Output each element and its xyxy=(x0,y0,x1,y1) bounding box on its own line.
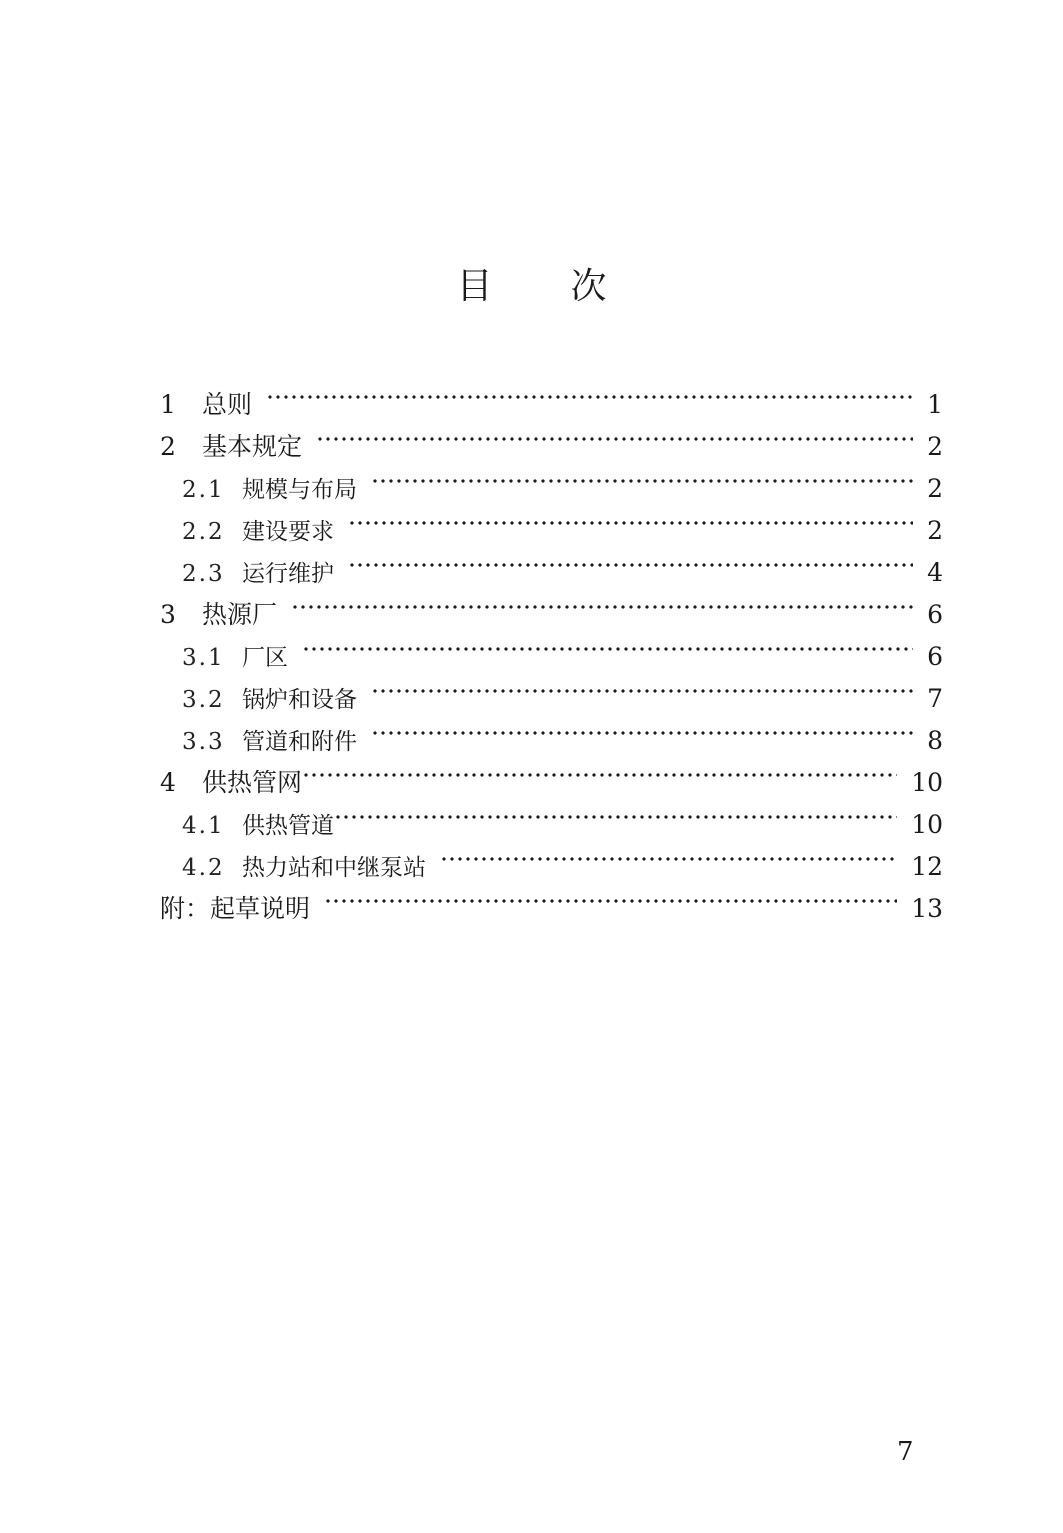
toc-entry-title: 规模与布局 xyxy=(242,477,357,503)
dot-leader xyxy=(324,875,897,917)
toc-title-char-1: 目 xyxy=(456,266,493,307)
page-number: 7 xyxy=(897,1437,914,1467)
dot-leader xyxy=(291,581,913,623)
toc-entry-page: 12 xyxy=(911,852,943,881)
toc-entry-page: 2 xyxy=(927,474,943,503)
toc-title-char-2: 次 xyxy=(570,266,607,307)
dot-leader xyxy=(371,707,913,749)
toc-entry-title: 供热管网 xyxy=(202,768,303,797)
dot-leader xyxy=(348,497,913,539)
toc-entry-page: 13 xyxy=(911,894,943,923)
toc-entry-page: 4 xyxy=(927,558,943,587)
toc-entry-page: 6 xyxy=(927,600,943,629)
dot-leader xyxy=(334,791,897,833)
toc-entry-title: 基本规定 xyxy=(202,432,303,461)
toc-entry-page: 1 xyxy=(927,390,943,419)
toc-entry-title: 附：起草说明 xyxy=(160,894,311,923)
dot-leader xyxy=(302,749,897,791)
toc-entry-page: 2 xyxy=(927,432,943,461)
toc-entry-title: 建设要求 xyxy=(242,519,334,545)
toc-entry-number: 2.3 xyxy=(182,561,225,587)
toc-entry-number: 3.1 xyxy=(182,645,225,671)
toc-title xyxy=(0,262,1063,312)
toc-entry-number: 2.1 xyxy=(182,477,225,503)
toc-entry-number: 1 xyxy=(160,390,176,419)
toc-entry-number: 4.2 xyxy=(182,855,225,881)
toc-list xyxy=(160,371,943,923)
toc-entry-title: 管道和附件 xyxy=(242,729,357,755)
toc-entry-number: 4.1 xyxy=(182,813,225,839)
toc-entry-title: 热力站和中继泵站 xyxy=(242,855,426,881)
toc-entry-number: 3 xyxy=(160,600,176,629)
toc-entry-number: 4 xyxy=(160,768,176,797)
toc-entry-title: 运行维护 xyxy=(242,561,334,587)
toc-entry-page: 8 xyxy=(927,726,943,755)
toc-entry-title: 总则 xyxy=(202,390,253,419)
toc-entry-2[interactable] xyxy=(160,413,943,461)
toc-entry-number: 3.3 xyxy=(182,729,225,755)
toc-entry-number: 2 xyxy=(160,432,176,461)
dot-leader xyxy=(371,455,913,497)
dot-leader xyxy=(266,371,913,413)
dot-leader xyxy=(440,833,897,875)
toc-entry-page: 6 xyxy=(927,642,943,671)
toc-entry-1[interactable] xyxy=(160,371,943,419)
dot-leader xyxy=(316,413,913,455)
toc-entry-title: 供热管道 xyxy=(242,813,334,839)
toc-entry-page: 10 xyxy=(911,768,943,797)
toc-entry-page: 7 xyxy=(927,684,943,713)
toc-entry-page: 10 xyxy=(911,810,943,839)
dot-leader xyxy=(348,539,913,581)
toc-entry-title: 锅炉和设备 xyxy=(242,687,357,713)
toc-entry-number: 2.2 xyxy=(182,519,225,545)
toc-entry-page: 2 xyxy=(927,516,943,545)
toc-entry-title: 热源厂 xyxy=(202,600,278,629)
toc-entry-number: 3.2 xyxy=(182,687,225,713)
toc-entry-title: 厂区 xyxy=(242,645,288,671)
dot-leader xyxy=(371,665,913,707)
dot-leader xyxy=(302,623,913,665)
